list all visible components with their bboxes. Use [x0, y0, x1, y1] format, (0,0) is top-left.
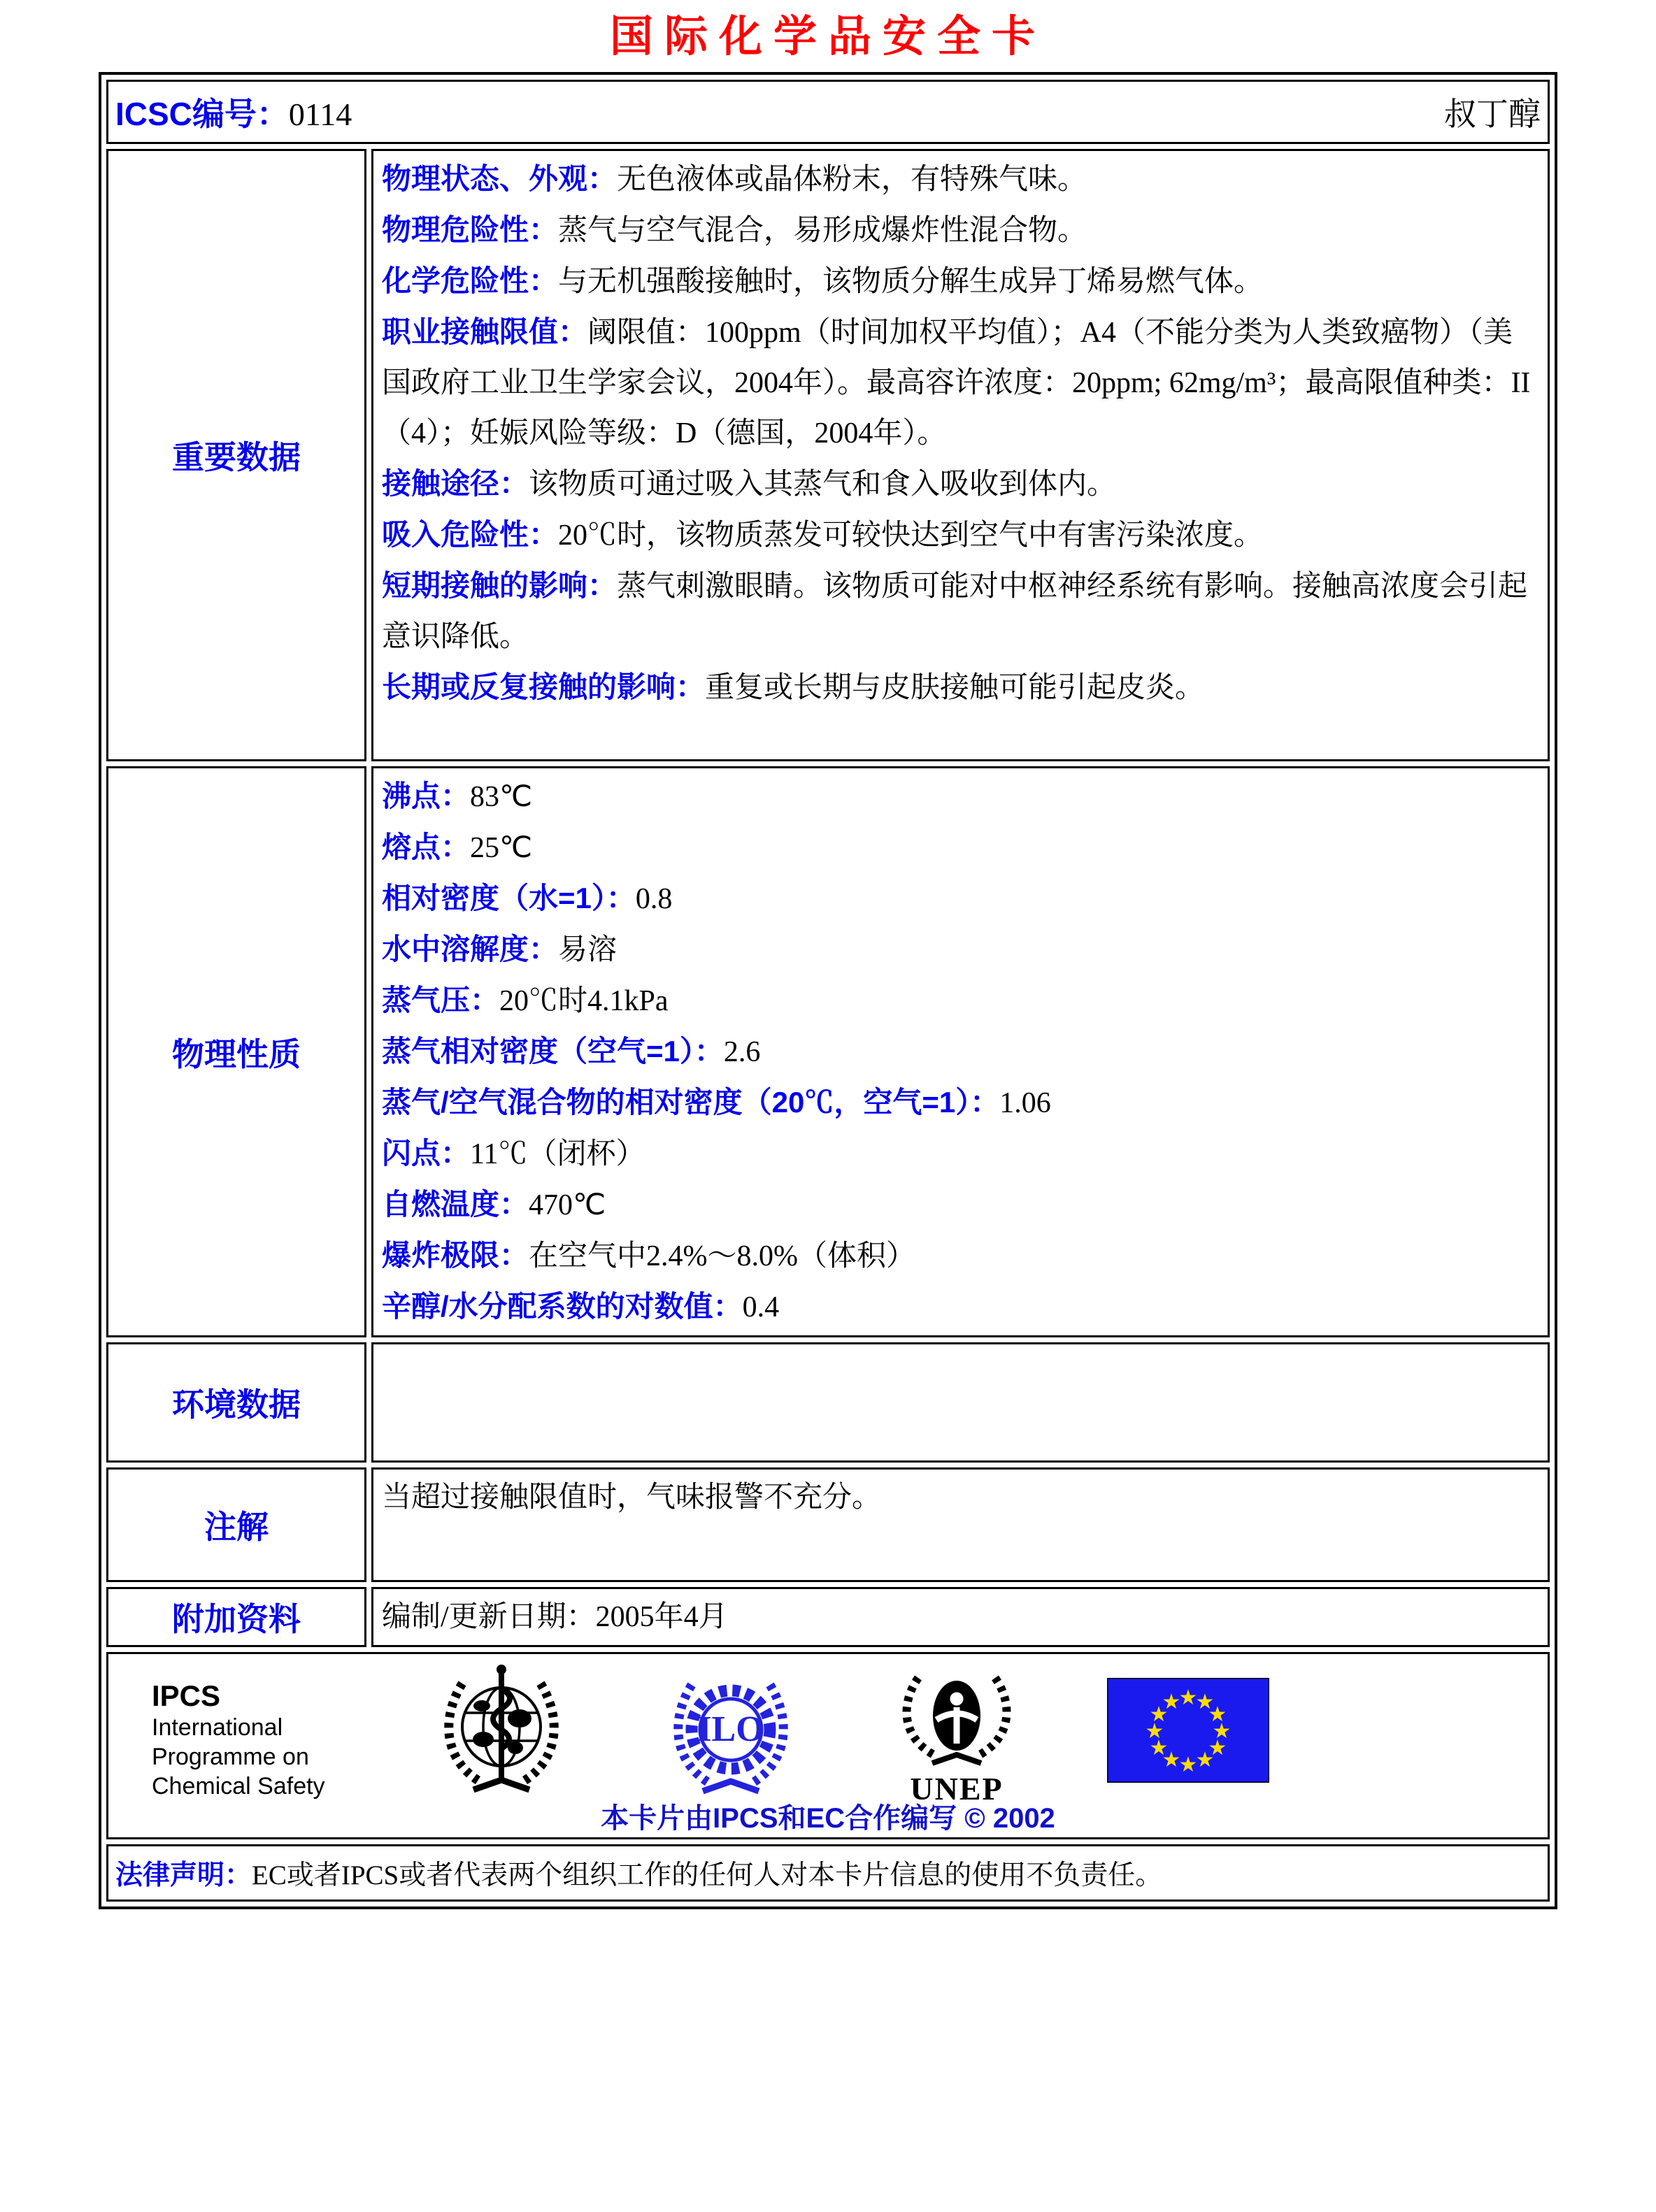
property-line — [382, 307, 1539, 459]
property-label: 闪点： — [382, 1137, 471, 1170]
property-line — [382, 924, 1539, 975]
property-value: 在空气中2.4%～8.0%（体积） — [529, 1240, 915, 1272]
property-value: 2.6 — [723, 1036, 761, 1068]
property-line — [382, 1077, 1539, 1128]
property-line — [382, 1128, 1539, 1179]
property-line — [382, 510, 1539, 561]
svg-text:★: ★ — [1145, 1719, 1164, 1744]
property-line — [382, 459, 1539, 510]
ipcs-line2: Programme on — [152, 1744, 309, 1770]
additional-info-content: 编制/更新日期：2005年4月 — [371, 1587, 1550, 1647]
property-value: 0.4 — [742, 1291, 780, 1323]
property-value: 470℃ — [529, 1189, 606, 1221]
icsc-number-label: ICSC编号： — [115, 96, 289, 132]
caption-copyright: © 2002 — [964, 1803, 1055, 1834]
property-value: 与无机强酸接触时，该物质分解生成异丁烯易燃气体。 — [558, 266, 1264, 298]
page-title: 国际化学品安全卡 — [609, 13, 1046, 61]
property-label: 职业接触限值： — [382, 315, 588, 348]
property-line — [382, 1179, 1539, 1230]
svg-text:★: ★ — [1178, 1753, 1198, 1777]
important-data-row — [106, 149, 1550, 761]
svg-text:★: ★ — [1149, 1702, 1169, 1727]
property-line — [382, 975, 1539, 1026]
property-label: 蒸气/空气混合物的相对密度（20℃，空气=1）： — [382, 1086, 1000, 1119]
svg-text:★: ★ — [1195, 1690, 1215, 1714]
property-label: 接触途径： — [382, 467, 529, 500]
svg-text:★: ★ — [1208, 1702, 1227, 1727]
cooperation-caption — [108, 1796, 1548, 1836]
ipcs-line3: Chemical Safety — [152, 1773, 325, 1800]
icsc-number-group — [115, 89, 352, 135]
property-value: 蒸气刺激眼睛。该物质可能对中枢神经系统有影响。接触高浓度会引起意识降低。 — [382, 570, 1528, 653]
property-line — [382, 561, 1539, 662]
property-label: 吸入危险性： — [382, 518, 559, 551]
svg-text:★: ★ — [1212, 1719, 1232, 1744]
eu-flag-icon — [1107, 1678, 1269, 1786]
environmental-data-row — [106, 1342, 1550, 1463]
property-label: 相对密度（水=1）： — [382, 882, 636, 914]
property-line — [382, 1026, 1539, 1077]
property-line — [382, 256, 1539, 307]
caption-text: 本卡片由IPCS和EC合作编写 — [601, 1803, 957, 1834]
ilo-logo-icon — [662, 1664, 799, 1810]
notes-row-label: 注解 — [106, 1467, 366, 1582]
property-label: 爆炸极限： — [382, 1239, 529, 1272]
ipcs-line1: International — [152, 1714, 283, 1741]
physical-properties-content — [371, 766, 1550, 1337]
property-value: 11℃（闭杯） — [470, 1138, 645, 1170]
property-line — [382, 822, 1539, 873]
legal-cell — [106, 1844, 1550, 1902]
icsc-card — [99, 72, 1557, 1909]
svg-text:★: ★ — [1149, 1736, 1169, 1760]
svg-text:★: ★ — [1162, 1690, 1181, 1714]
icsc-number-value: 0114 — [288, 96, 352, 132]
property-line — [382, 1281, 1539, 1333]
property-line — [382, 771, 1539, 822]
property-label: 蒸气压： — [382, 984, 500, 1017]
header-row — [106, 80, 1550, 144]
property-label: 自燃温度： — [382, 1188, 529, 1221]
property-value: 20℃时4.1kPa — [499, 985, 669, 1017]
chemical-name: 叔丁醇 — [1444, 96, 1541, 132]
property-value: 83℃ — [470, 781, 533, 813]
ipcs-text-block — [152, 1679, 383, 1801]
property-label: 水中溶解度： — [382, 933, 559, 965]
property-value: 无色液体或晶体粉末，有特殊气味。 — [617, 164, 1087, 196]
property-value: 重复或长期与皮肤接触可能引起皮炎。 — [705, 672, 1205, 704]
property-line — [382, 1230, 1539, 1281]
property-label: 沸点： — [382, 780, 471, 812]
important-data-entries — [382, 154, 1539, 713]
property-value: 1.06 — [999, 1087, 1051, 1119]
property-label: 长期或反复接触的影响： — [382, 670, 706, 703]
environmental-data-row-label: 环境数据 — [106, 1342, 366, 1463]
property-value: 0.8 — [635, 883, 673, 915]
property-line — [382, 154, 1539, 205]
property-value: 20℃时，该物质蒸发可较快达到空气中有害污染浓度。 — [558, 519, 1264, 552]
physical-properties-row-label: 物理性质 — [106, 766, 366, 1337]
additional-info-row — [106, 1587, 1550, 1647]
property-value: 蒸气与空气混合，易形成爆炸性混合物。 — [558, 215, 1087, 247]
notes-row — [106, 1467, 1550, 1582]
svg-text:ILO: ILO — [697, 1709, 764, 1749]
property-label: 辛醇/水分配系数的对数值： — [382, 1290, 743, 1323]
notes-content: 当超过接触限值时，气味报警不充分。 — [371, 1467, 1550, 1582]
legal-row — [106, 1844, 1550, 1902]
property-label: 短期接触的影响： — [382, 569, 618, 602]
property-line — [382, 873, 1539, 924]
physical-properties-row — [106, 766, 1550, 1337]
property-value: 阈限值：100ppm（时间加权平均值）；A4（不能分类为人类致癌物）（美国政府工业卫生学家会议，2004年）。最高容许浓度：20ppm; 62mg/m³；最高限值种类：II（4）；妊娠风险等级：D（德国，2004年）。 — [382, 317, 1531, 450]
important-data-content — [371, 149, 1550, 761]
property-value: 25℃ — [470, 832, 533, 864]
svg-text:★: ★ — [1178, 1686, 1198, 1710]
property-label: 化学危险性： — [382, 264, 559, 297]
logos-row — [106, 1652, 1550, 1839]
property-value: 易溶 — [558, 934, 618, 966]
additional-info-row-label: 附加资料 — [106, 1587, 366, 1647]
property-label: 熔点： — [382, 831, 471, 863]
unep-logo-icon — [890, 1665, 1023, 1807]
who-logo-icon — [431, 1660, 571, 1811]
svg-text:★: ★ — [1162, 1748, 1181, 1772]
physical-properties-entries — [382, 771, 1539, 1333]
legal-text: EC或者IPCS或者代表两个组织工作的任何人对本卡片信息的使用不负责任。 — [252, 1860, 1163, 1890]
svg-text:★: ★ — [1195, 1748, 1215, 1772]
property-line — [382, 205, 1539, 256]
svg-text:★: ★ — [1208, 1736, 1227, 1760]
important-data-row-label: 重要数据 — [106, 149, 366, 761]
property-label: 蒸气相对密度（空气=1）： — [382, 1035, 724, 1068]
environmental-data-content — [371, 1342, 1550, 1463]
header-cell — [106, 80, 1550, 144]
property-label: 物理状态、外观： — [382, 162, 618, 195]
ipcs-abbr: IPCS — [152, 1679, 221, 1712]
property-value: 该物质可通过吸入其蒸气和食入吸收到体内。 — [529, 468, 1117, 501]
property-line — [382, 662, 1539, 713]
logos-cell — [106, 1652, 1550, 1839]
property-label: 物理危险性： — [382, 213, 559, 246]
unep-label: UNEP — [910, 1771, 1004, 1807]
legal-label: 法律声明： — [115, 1860, 252, 1890]
